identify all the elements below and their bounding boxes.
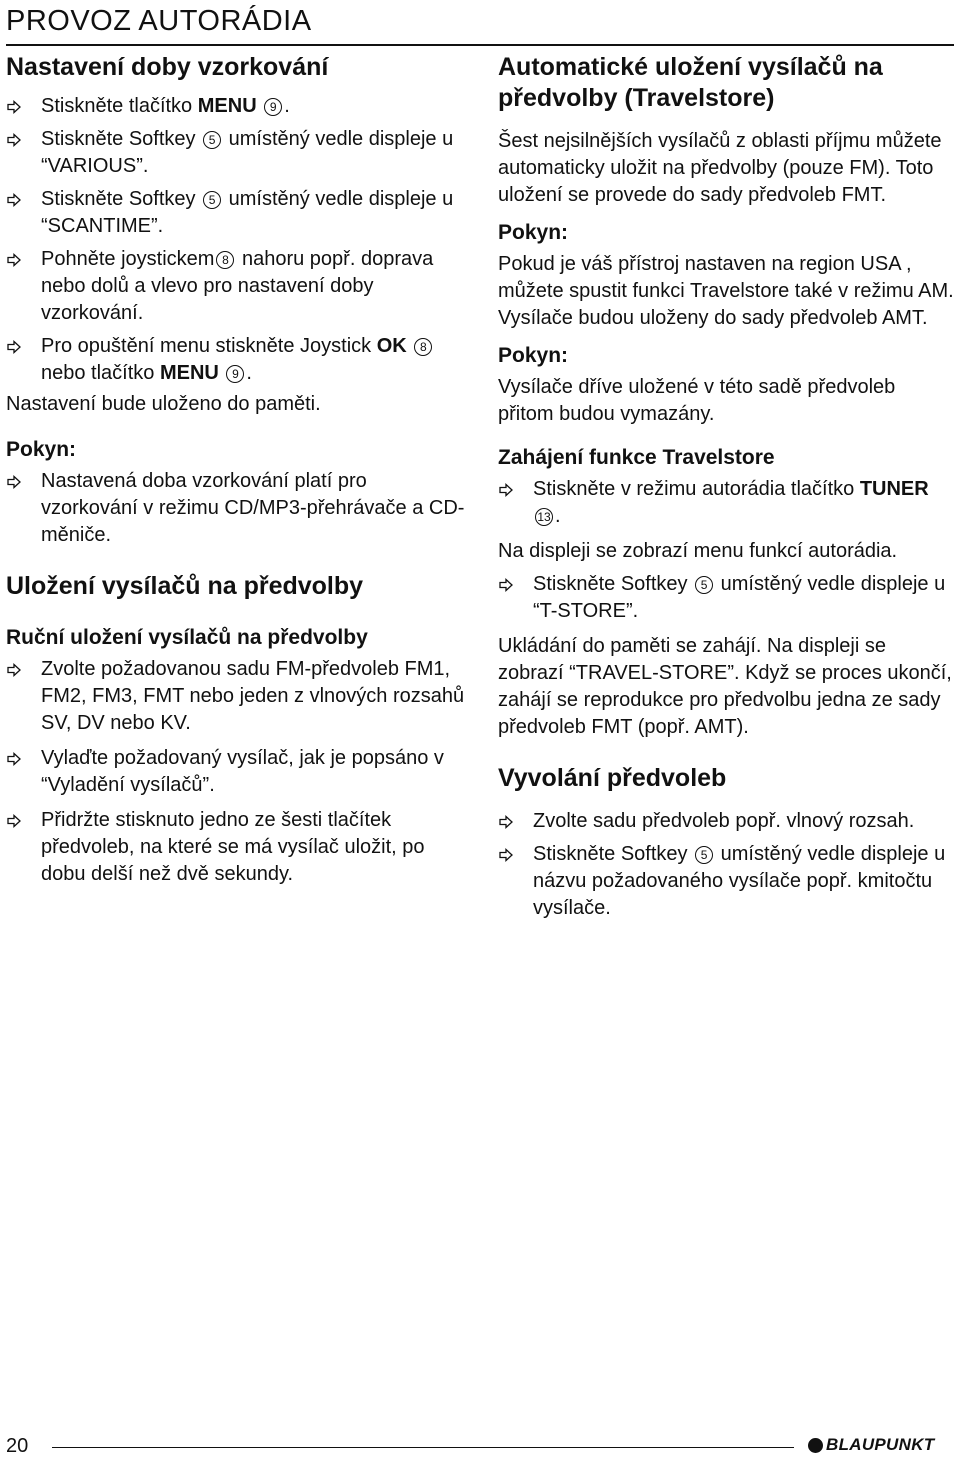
button-number-badge: 9: [226, 365, 244, 383]
list-item: Stiskněte v režimu autorádia tlačítko TUNER 13 .: [498, 476, 956, 530]
paragraph: Pokud je váš přístroj nastaven na region USA , můžete spustit funkci Travelstore také v režimu AM. Vysílače budou uloženy do sady předvoleb AMT.: [498, 253, 954, 329]
paragraph: Ukládání do paměti se zahájí. Na displeji se zobrazí “TRAVEL-STORE”. Když se proces ukončí, zahájí se reprodukce pro předvolbu jedna ze sady předvoleb FMT (popř. AMT).: [498, 635, 952, 738]
heading-travelstore: Automatické uložení vysílačů na předvolby (Travelstore): [498, 53, 883, 112]
arrow-icon: [7, 100, 21, 114]
arrow-icon: [7, 193, 21, 207]
list-item: Stiskněte Softkey 5 umístěný vedle displeje u “T-STORE”.: [498, 571, 956, 625]
arrow-icon: [7, 814, 21, 828]
arrow-icon: [7, 752, 21, 766]
note-label: Pokyn:: [6, 438, 77, 461]
paragraph: Vysílače dříve uložené v této sadě předvoleb přitom budou vymazány.: [498, 376, 896, 425]
arrow-icon: [7, 133, 21, 147]
arrow-icon: [7, 253, 21, 267]
arrow-icon: [499, 483, 513, 497]
logo-dot-icon: [808, 1438, 823, 1453]
arrow-icon: [499, 578, 513, 592]
left-column: [6, 52, 468, 888]
button-number-badge: 5: [695, 846, 713, 864]
brand-name: BLAUPUNKT: [826, 1435, 935, 1454]
list-item: Přidržte stisknuto jedno ze šesti tlačítek předvoleb, na které se má vysílač uložit, po dobu delší než dvě sekundy.: [6, 807, 468, 888]
right-column: [498, 52, 956, 922]
footer-divider: [52, 1447, 794, 1448]
button-number-badge: 8: [414, 338, 432, 356]
list-item: Zvolte sadu předvoleb popř. vlnový rozsah.: [498, 808, 956, 835]
button-number-badge: 5: [203, 131, 221, 149]
button-number-badge: 9: [264, 98, 282, 116]
button-number-badge: 5: [203, 191, 221, 209]
list-item: Zvolte požadovanou sadu FM-předvoleb FM1, FM2, FM3, FMT nebo jeden z vlnových rozsahů SV, DV nebo KV.: [6, 656, 468, 737]
list-item: Nastavená doba vzorkování platí pro vzorkování v režimu CD/MP3-přehrávače a CD-měniče.: [6, 468, 468, 549]
arrow-icon: [499, 815, 513, 829]
button-number-badge: 8: [216, 251, 234, 269]
paragraph: Na displeji se zobrazí menu funkcí autorádia.: [498, 540, 898, 562]
heading-recall-presets: Vyvolání předvoleb: [498, 764, 727, 792]
arrow-icon: [7, 475, 21, 489]
subheading-manual-storage: Ruční uložení vysílačů na předvolby: [6, 626, 368, 649]
list-item: Pro opuštění menu stiskněte Joystick OK 8 nebo tlačítko MENU 9 .: [6, 333, 468, 387]
button-number-badge: 5: [695, 576, 713, 594]
page-header: [6, 0, 954, 46]
button-number-badge: 13: [535, 508, 553, 526]
list-item: Pohněte joystickem 8 nahoru popř. doprava nebo dolů a vlevo pro nastavení doby vzorkování.: [6, 246, 468, 327]
arrow-icon: [7, 663, 21, 677]
brand-logo: [808, 1432, 958, 1458]
list-item: Stiskněte Softkey 5 umístěný vedle displeje u “SCANTIME”.: [6, 186, 468, 240]
heading-preset-storage: Uložení vysílačů na předvolby: [6, 572, 364, 600]
heading-sampling-time: Nastavení doby vzorkování: [6, 53, 329, 81]
paragraph: Šest nejsilnějších vysílačů z oblasti příjmu můžete automaticky uložit na předvolby (pouze FM). Toto uložení se provede do sady předvoleb FMT.: [498, 130, 942, 206]
note-label: Pokyn:: [498, 344, 569, 367]
arrow-icon: [7, 340, 21, 354]
paragraph: Nastavení bude uloženo do paměti.: [6, 393, 321, 415]
subheading-start-travelstore: Zahájení funkce Travelstore: [498, 446, 775, 469]
page-number: 20: [6, 1435, 29, 1457]
list-item: Stiskněte Softkey 5 umístěný vedle displeje u názvu požadovaného vysílače popř. kmitočtu vysílače.: [498, 841, 956, 922]
page-title: PROVOZ AUTORÁDIA: [6, 5, 312, 37]
note-label: Pokyn:: [498, 221, 569, 244]
list-item: Stiskněte tlačítko MENU 9 .: [6, 93, 468, 120]
list-item: Vylaďte požadovaný vysílač, jak je popsáno v “Vyladění vysílačů”.: [6, 745, 468, 799]
arrow-icon: [499, 848, 513, 862]
list-item: Stiskněte Softkey 5 umístěný vedle displeje u “VARIOUS”.: [6, 126, 468, 180]
